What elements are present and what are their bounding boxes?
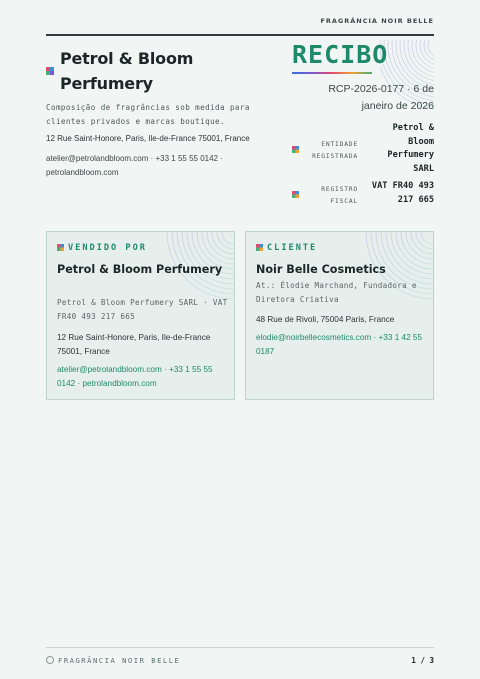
entity-icon <box>292 146 299 153</box>
footer-brand: FRAGRÂNCIA NOIR BELLE <box>58 656 181 665</box>
top-rule <box>46 34 434 36</box>
client-attention: At.: Élodie Marchand, Fundadora e Diretora Criativa <box>256 281 417 304</box>
logo-icon <box>46 67 54 75</box>
client-label-text: CLIENTE <box>267 243 318 253</box>
document-title: RECIBO <box>292 40 389 69</box>
client-label-icon <box>256 244 263 251</box>
meta-value: Petrol & Bloom Perfumery SARL <box>387 123 434 174</box>
seller-label <box>57 243 147 253</box>
client-name: Noir Belle Cosmetics <box>256 263 386 276</box>
section-divider <box>46 216 434 219</box>
meta-registered-entity <box>292 122 434 177</box>
card-top-border <box>47 232 235 234</box>
footer-circle-icon <box>46 656 54 664</box>
seller-card <box>46 231 235 400</box>
meta-value: VAT FR40 493 217 665 <box>371 181 434 205</box>
seller-address: 12 Rue Saint-Honore, Paris, Ile-de-France 75001, France <box>57 333 211 356</box>
company-name: Petrol & Bloom Perfumery <box>60 49 194 93</box>
seller-label-icon <box>57 244 64 251</box>
company-tagline: Composição de fragrâncias sob medida para clientes privados e marcas boutique. <box>46 103 250 126</box>
card-top-border <box>246 232 434 234</box>
company-address: 12 Rue Saint-Honore, Paris, Ile-de-France 75001, France <box>46 134 250 143</box>
page-number: 1 / 3 <box>411 656 434 665</box>
seller-contact[interactable]: atelier@petrolandbloom.com · +33 1 55 55 0142 · petrolandbloom.com <box>57 365 213 388</box>
client-address: 48 Rue de Rivoli, 75004 Paris, France <box>256 315 395 324</box>
meta-label: ENTIDADE REGISTRADA <box>312 141 358 160</box>
document-number-date: RCP-2026-0177 · 6 de janeiro de 2026 <box>328 83 434 112</box>
client-contact[interactable]: elodie@noirbellecosmetics.com · +33 1 42 55 0187 <box>256 333 423 356</box>
seller-label-text: VENDIDO POR <box>68 243 147 253</box>
meta-tax-registration <box>292 180 434 210</box>
seller-name: Petrol & Bloom Perfumery <box>57 263 223 276</box>
client-card <box>245 231 434 400</box>
meta-label: REGISTRO FISCAL <box>321 186 358 205</box>
seller-legal: Petrol & Bloom Perfumery SARL · VAT FR40 493 217 665 <box>57 298 228 321</box>
client-label <box>256 243 317 253</box>
tax-icon <box>292 191 299 198</box>
company-contact[interactable]: atelier@petrolandbloom.com · +33 1 55 55 0142 · petrolandbloom.com <box>46 154 223 177</box>
title-spectrum-underline <box>292 72 372 74</box>
footer-rule <box>46 647 434 648</box>
top-brand: FRAGRÂNCIA NOIR BELLE <box>320 17 434 25</box>
